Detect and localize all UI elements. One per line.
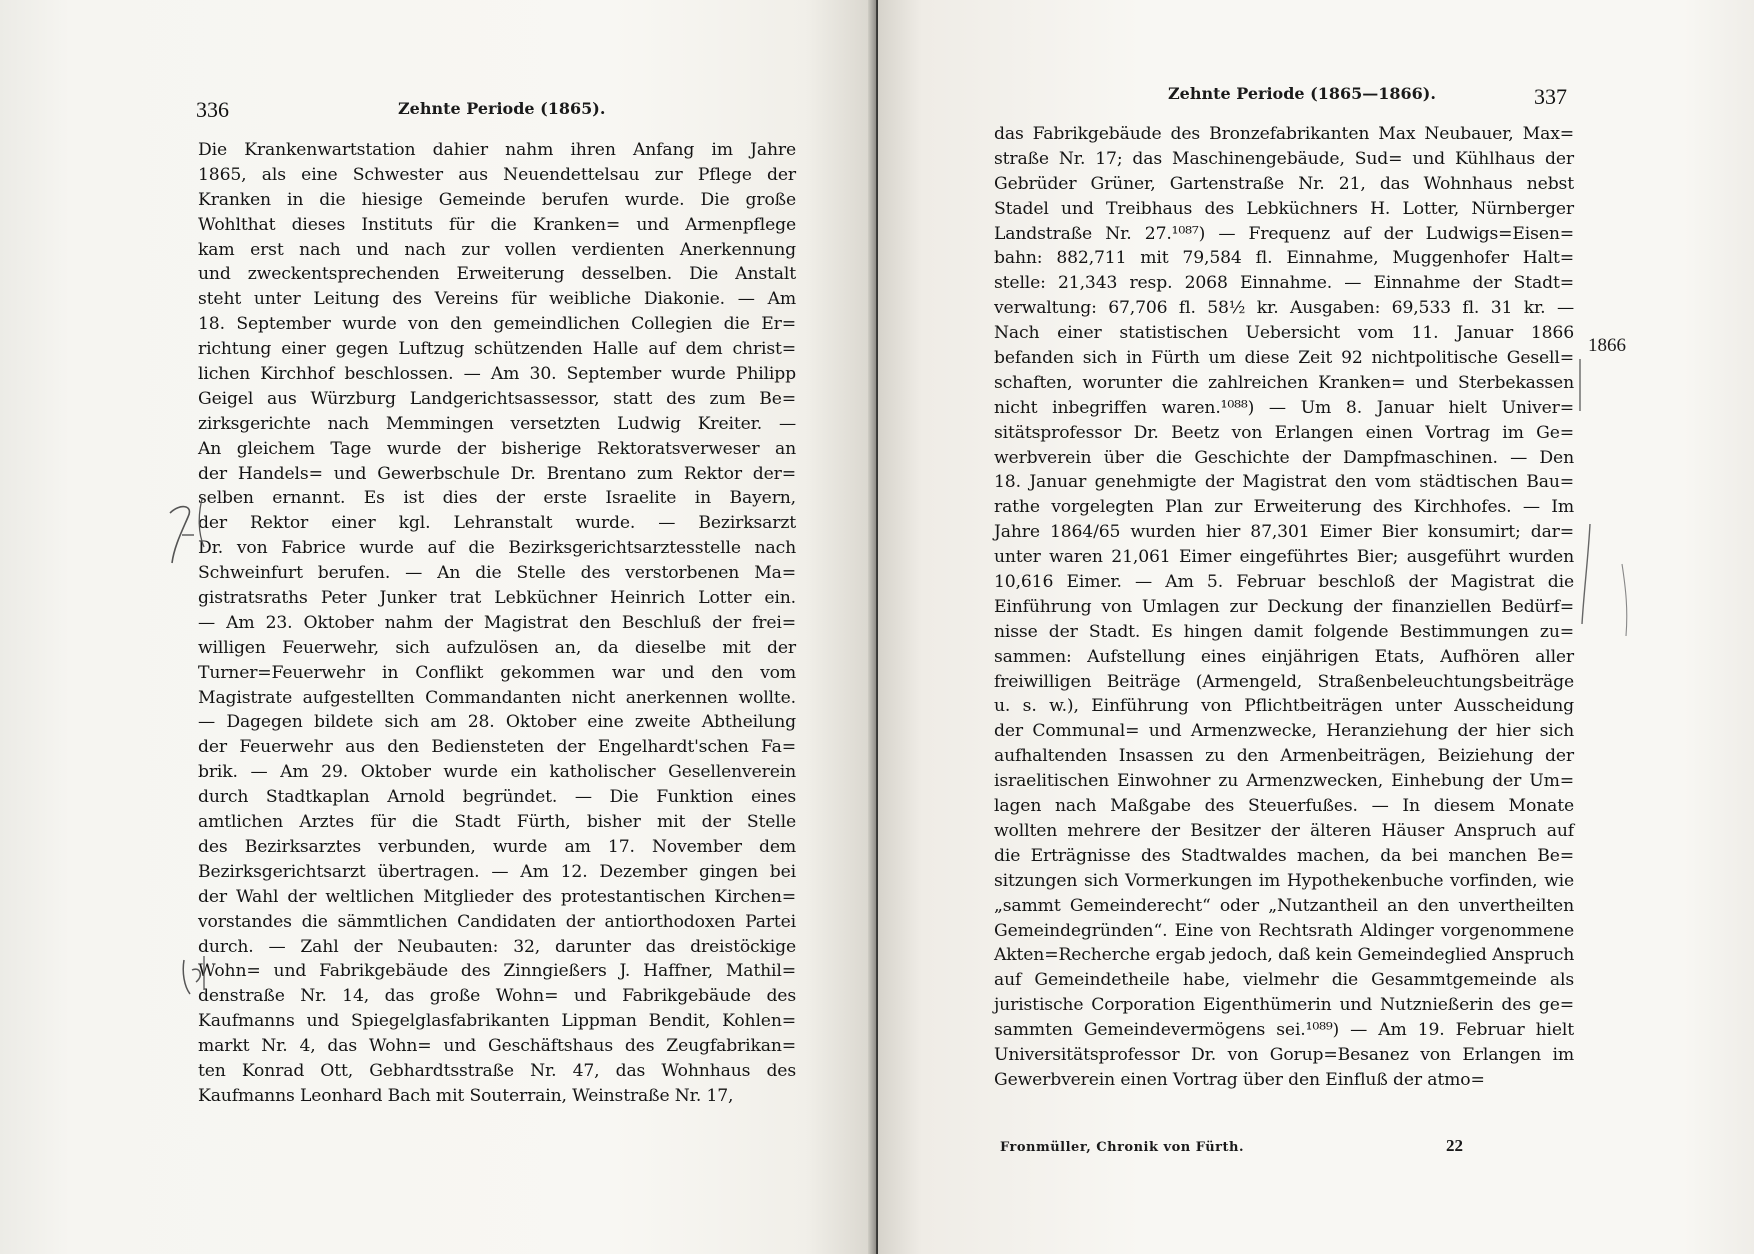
text-line: durch Stadtkaplan Arnold begründet. — Die Funktion eines <box>198 787 796 808</box>
pencil-mark-icon <box>1618 560 1634 640</box>
text-line: — Dagegen bildete sich am 28. Oktober eine zweite Abtheilung <box>198 712 796 733</box>
pencil-mark-icon <box>178 950 218 1000</box>
text-line: freiwilligen Beiträge (Armengeld, Straßenbeleuchtungsbeiträge <box>994 671 1574 692</box>
text-line: werbverein über die Geschichte der Dampfmaschinen. — Den <box>994 447 1574 468</box>
text-line: Die Krankenwartstation dahier nahm ihren Anfang im Jahre <box>198 140 796 160</box>
text-line: die Erträgnisse des Stadtwaldes machen, da bei manchen Be= <box>994 845 1574 866</box>
text-line: straße Nr. 17; das Maschinengebäude, Sud= und Kühlhaus der <box>994 148 1574 169</box>
text-line: sitzungen sich Vormerkungen im Hypothekenbuche vorfinden, wie <box>994 870 1574 891</box>
text-line: selben ernannt. Es ist dies der erste Israelite in Bayern, <box>198 488 796 509</box>
text-line: das Fabrikgebäude des Bronzefabrikanten Max Neubauer, Max= <box>994 124 1574 144</box>
text-line: nisse der Stadt. Es hingen damit folgende Bestimmungen zu= <box>994 621 1574 642</box>
text-line: des Bezirksarztes verbunden, wurde am 17. November dem <box>198 836 796 857</box>
text-line: Bezirksgerichtsarzt übertragen. — Am 12. Dezember gingen bei <box>198 861 796 882</box>
text-line: Wohn= und Fabrikgebäude des Zinngießers J. Haffner, Mathil= <box>198 961 796 982</box>
text-line: steht unter Leitung des Vereins für weibliche Diakonie. — Am <box>198 289 796 310</box>
text-line: stelle: 21,343 resp. 2068 Einnahme. — Einnahme der Stadt= <box>994 273 1574 294</box>
text-line: Stadel und Treibhaus des Lebküchners H. Lotter, Nürnberger <box>994 198 1574 219</box>
text-line: Landstraße Nr. 27.¹⁰⁸⁷) — Frequenz auf der Ludwigs=Eisen= <box>994 223 1574 244</box>
text-line: Universitätsprofessor Dr. von Gorup=Besanez von Erlangen im <box>994 1044 1574 1065</box>
text-line: sammen: Aufstellung eines einjährigen Etats, Aufhören aller <box>994 646 1574 667</box>
text-line: sammten Gemeindevermögens sei.¹⁰⁸⁹) — Am 19. Februar hielt <box>994 1020 1574 1041</box>
text-line: schaften, worunter die zahlreichen Kranken= und Sterbekassen <box>994 372 1574 393</box>
text-line: der Feuerwehr aus den Bediensteten der Engelhardt'schen Fa= <box>198 737 796 758</box>
text-line: befanden sich in Fürth um diese Zeit 92 nichtpolitische Gesell= <box>994 348 1574 369</box>
text-line: juristische Corporation Eigenthümerin und Nutznießerin des ge= <box>994 995 1574 1016</box>
text-line: lichen Kirchhof beschlossen. — Am 30. September wurde Philipp <box>198 364 796 385</box>
text-line: „sammt Gemeinderecht“ oder „Nutzantheil an den unvertheilten <box>994 895 1574 916</box>
text-line: verwaltung: 67,706 fl. 58½ kr. Ausgaben: 69,533 fl. 31 kr. — <box>994 298 1574 319</box>
text-line: durch. — Zahl der Neubauten: 32, darunter das dreistöckige <box>198 936 796 957</box>
text-line: Einführung von Umlagen zur Deckung der finanziellen Bedürf= <box>994 596 1574 617</box>
footer-author: Fronmüller, Chronik von Fürth. <box>1000 1140 1245 1155</box>
text-line: Gewerbverein einen Vortrag über den Einfluß der atmo= <box>994 1069 1485 1090</box>
text-line: 18. September wurde von den gemeindlichen Collegien die Er= <box>198 314 796 335</box>
pencil-mark-icon <box>1574 520 1598 630</box>
text-line: bahn: 882,711 mit 79,584 fl. Einnahme, Muggenhofer Halt= <box>994 248 1574 269</box>
text-line: gistratsraths Peter Junker trat Lebküchner Heinrich Lotter ein. <box>198 588 796 609</box>
text-line: wollten mehrere der Besitzer der älteren Häuser Anspruch auf <box>994 820 1574 841</box>
left-body-text <box>198 138 796 1109</box>
text-line: sitätsprofessor Dr. Beetz von Erlangen einen Vortrag im Ge= <box>994 422 1574 443</box>
text-line: zirksgerichte nach Memmingen versetzten Ludwig Kreiter. — <box>198 413 796 434</box>
text-line: willigen Feuerwehr, sich aufzulösen an, da dieselbe mit der <box>198 637 796 658</box>
text-line: nicht inbegriffen waren.¹⁰⁸⁸) — Um 8. Januar hielt Univer= <box>994 397 1574 418</box>
text-line: An gleichem Tage wurde der bisherige Rektoratsverweser an <box>198 438 796 459</box>
text-line: Gemeindegründen“. Eine von Rechtsrath Aldinger vorgenommene <box>994 920 1574 941</box>
text-line: u. s. w.), Einführung von Pflichtbeiträgen unter Ausscheidung <box>994 696 1574 717</box>
text-line: lagen nach Maßgabe des Steuerfußes. — In diesem Monate <box>994 796 1574 817</box>
text-line: — Am 23. Oktober nahm der Magistrat den Beschluß der frei= <box>198 612 796 633</box>
text-line: 10,616 Eimer. — Am 5. Februar beschloß der Magistrat die <box>994 572 1574 593</box>
text-line: Jahre 1864/65 wurden hier 87,301 Eimer Bier konsumirt; dar= <box>994 522 1574 543</box>
text-line: der Communal= und Armenzwecke, Heranziehung der hier sich <box>994 721 1574 742</box>
text-line: der Wahl der weltlichen Mitglieder des protestantischen Kirchen= <box>198 886 796 907</box>
text-line: Kaufmanns Leonhard Bach mit Souterrain, Weinstraße Nr. 17, <box>198 1085 734 1106</box>
pencil-mark-icon <box>160 495 220 575</box>
text-line: kam erst nach und nach zur vollen verdienten Anerkennung <box>198 239 796 260</box>
text-line: Wohlthat dieses Instituts für die Kranken= und Armenpflege <box>198 214 796 235</box>
right-body-text <box>994 122 1574 1093</box>
right-page-number: 337 <box>1534 84 1567 109</box>
text-line: brik. — Am 29. Oktober wurde ein katholischer Gesellenverein <box>198 762 796 783</box>
text-line: markt Nr. 4, das Wohn= und Geschäftshaus des Zeugfabrikan= <box>198 1036 796 1057</box>
left-running-title: Zehnte Periode (1865). <box>398 99 606 118</box>
right-page <box>878 0 1754 1254</box>
margin-year-note: 1866 <box>1588 335 1626 356</box>
text-line: rathe vorgelegten Plan zur Erweiterung des Kirchhofes. — Im <box>994 497 1574 518</box>
right-running-title: Zehnte Periode (1865—1866). <box>1168 84 1436 103</box>
text-line: Kranken in die hiesige Gemeinde berufen wurde. Die große <box>198 189 796 210</box>
text-line: Geigel aus Würzburg Landgerichtsassessor, statt des zum Be= <box>198 388 796 409</box>
text-line: auf Gemeindetheile habe, vielmehr die Gesammtgemeinde als <box>994 970 1574 991</box>
text-line: aufhaltenden Insassen zu den Armenbeiträgen, Beiziehung der <box>994 746 1574 767</box>
text-line: denstraße Nr. 14, das große Wohn= und Fabrikgebäude des <box>198 986 796 1007</box>
left-page-number: 336 <box>196 97 229 122</box>
text-line: Magistrate aufgestellten Commandanten nicht anerkennen wollte. <box>198 687 796 708</box>
text-line: israelitischen Einwohner zu Armenzwecken, Einhebung der Um= <box>994 771 1574 792</box>
left-page <box>0 0 876 1254</box>
text-line: Turner=Feuerwehr in Conflikt gekommen war und den vom <box>198 662 796 683</box>
text-line: der Rektor einer kgl. Lehranstalt wurde. — Bezirksarzt <box>198 513 796 534</box>
text-line: Kaufmanns und Spiegelglasfabrikanten Lippman Bendit, Kohlen= <box>198 1011 796 1032</box>
text-line: 18. Januar genehmigte der Magistrat den vom städtischen Bau= <box>994 472 1574 493</box>
text-line: Dr. von Fabrice wurde auf die Bezirksgerichtsarztesstelle nach <box>198 538 796 559</box>
pencil-mark-icon <box>1570 355 1590 415</box>
footer-signature-mark: 22 <box>1446 1136 1463 1155</box>
text-line: Nach einer statistischen Uebersicht vom 11. Januar 1866 <box>994 323 1574 344</box>
text-line: ten Konrad Ott, Gebhardtsstraße Nr. 47, das Wohnhaus des <box>198 1060 796 1081</box>
text-line: der Handels= und Gewerbschule Dr. Brentano zum Rektor der= <box>198 463 796 484</box>
text-line: 1865, als eine Schwester aus Neuendettelsau zur Pflege der <box>198 164 796 185</box>
text-line: Gebrüder Grüner, Gartenstraße Nr. 21, das Wohnhaus nebst <box>994 173 1574 194</box>
text-line: vorstandes die sämmtlichen Candidaten der antiorthodoxen Partei <box>198 911 796 932</box>
text-line: amtlichen Arztes für die Stadt Fürth, bisher mit der Stelle <box>198 812 796 833</box>
text-line: Akten=Recherche ergab jedoch, daß kein Gemeindeglied Anspruch <box>994 945 1575 966</box>
text-line: unter waren 21,061 Eimer eingeführtes Bier; ausgeführt wurden <box>994 547 1574 568</box>
text-line: und zweckentsprechenden Erweiterung desselben. Die Anstalt <box>198 264 796 285</box>
text-line: richtung einer gegen Luftzug schützenden Halle auf dem christ= <box>198 339 796 360</box>
text-line: Schweinfurt berufen. — An die Stelle des verstorbenen Ma= <box>198 563 796 584</box>
